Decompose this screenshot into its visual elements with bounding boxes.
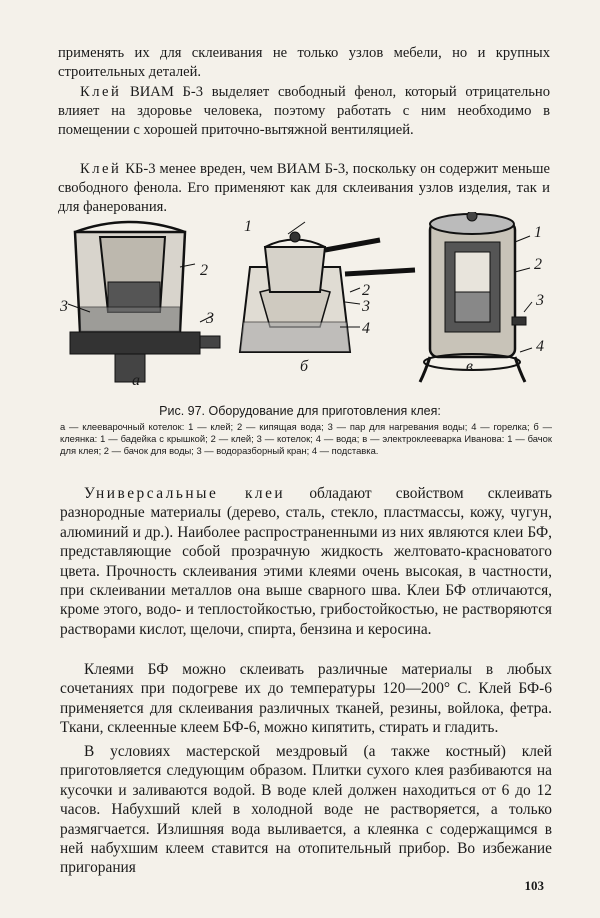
paragraph-kb3: Клей КБ-3 менее вреден, чем ВИАМ Б-3, поскольку он содержит меньше свободного фенола. Его применяют как для склеивания узлов изделия, так и для фанерования. (58, 161, 550, 216)
label-b: б (300, 358, 309, 375)
label-v: в (466, 358, 473, 375)
label-4-v: 4 (536, 338, 544, 355)
figure-caption-legend: а — клееварочный котелок: 1 — клей; 2 — кипящая вода; 3 — пар для нагревания воды; 4 — горелка; б — клеянка: 1 — бадейка с крышкой; 2 — клей; 3 — котелок; 4 — вода; в — электроклееварка Иванова: 1 — бачок для клея; 2 — бачок для воды; 3 — водоразборный кран; 4 — подставка. (60, 421, 552, 456)
label-a: а (132, 372, 140, 389)
paragraph-universal-glues: Универсальные клеи обладают свойством склеивать разнородные материалы (дерево, сталь, стекло, пластмассы, кожу, чугун, алюминий и др.). Наиболее распространенными из них являются клеи БФ, представляющие собой прозрачную жидкость желтовато-красноватого цвета. Прочность склеивания этими клеями очень высокая, в частности, при склеивании металлов она выше сварного шва. Клеи БФ отличаются, кроме этого, водо- и теплостойкостью, грибостойкостью, не растворяются растворами кислот, щелочи, спирта, бензина и керосина. (60, 485, 552, 638)
label-2-v: 2 (534, 256, 542, 273)
page-number: 103 (524, 878, 544, 893)
label-3-b: 3 (362, 298, 370, 315)
paragraph-workshop-glue: В условиях мастерской мездровый (а также костный) клей приготовляется следующим образом. Плитки сухого клея разбиваются на кусочки и заливаются водой. В воде клей должен находиться от 6 до 12 часов. Набухший клей в холодной воде не растворяется, а только размягчается. Излишняя вода выливается, а клеянка с содержащимся в ней набухшим клеем ставится на отопительный прибор. Во избежание пригорания (60, 743, 552, 877)
label-2-a: 2 (200, 262, 208, 279)
electric-glue-heater-illustration (420, 212, 532, 382)
paragraph-continuation: применять их для склеивания не только узлов мебели, но и крупных строительных деталей. (58, 45, 550, 81)
paragraph-viam: Клей ВИАМ Б-3 выделяет свободный фенол, который отрицательно влияет на здоровье человека, поэтому работать с ним необходимо в помещении с хорошей приточно-вытяжной вентиляцией. (58, 84, 550, 139)
label-3-a: 3 (60, 298, 68, 315)
label-1-v: 1 (534, 224, 542, 241)
label-4-b: 4 (362, 320, 370, 337)
figure-caption-title: Рис. 97. Оборудование для приготовления клея: (159, 404, 441, 418)
label-1-b: 1 (244, 218, 252, 235)
paragraph-bf-glues: Клеями БФ можно склеивать различные материалы в любых сочетаниях при подогреве их до температуры 120—200° С. Клей БФ-6 применяется для склеивания различных тканей, резины, войлока, фетра. Ткани, склеенные клеем БФ-6, можно кипятить, стирать и гладить. (60, 661, 552, 737)
label-3-a2: 3 (206, 310, 214, 327)
label-3-v: 3 (536, 292, 544, 309)
label-2-b: 2 (362, 282, 370, 299)
glue-pot-illustration (68, 222, 220, 382)
glue-kettle-illustration (240, 222, 415, 352)
